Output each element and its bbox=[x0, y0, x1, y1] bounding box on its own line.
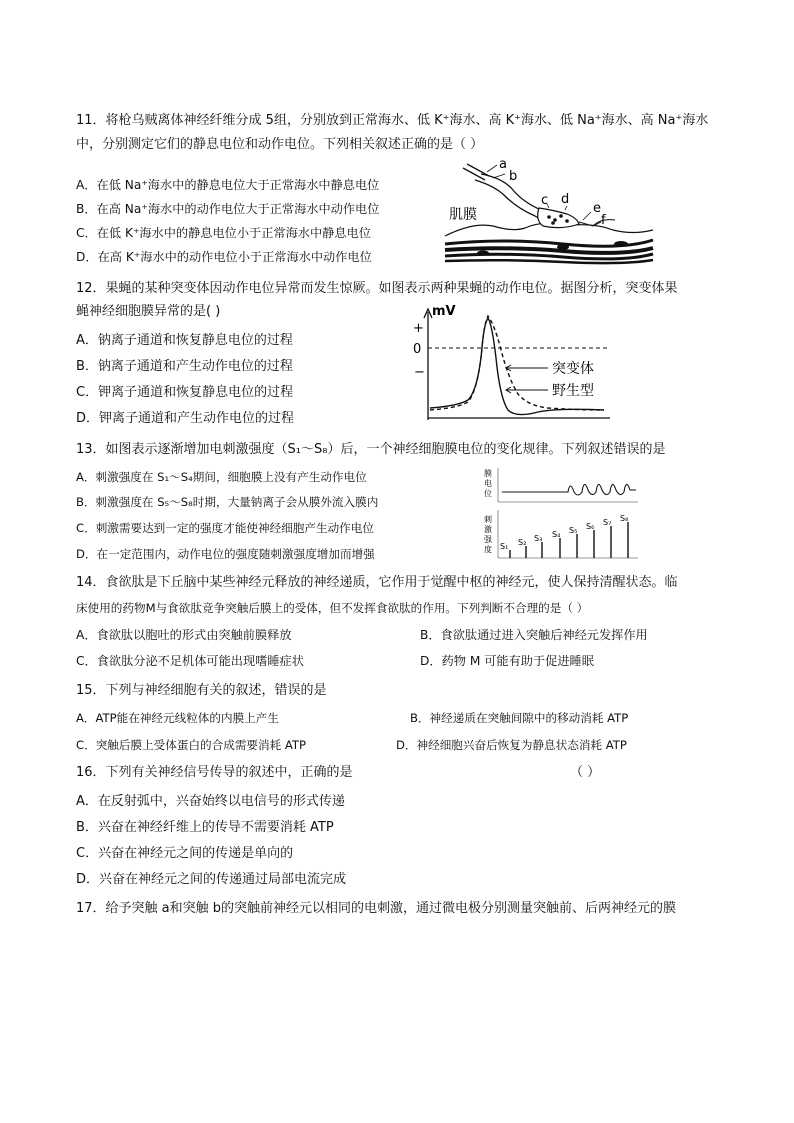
stimulus-label-s3: S₃ bbox=[534, 534, 543, 543]
wild-type-label: 野生型 bbox=[552, 383, 594, 399]
y-unit-label: mV bbox=[432, 304, 456, 319]
q16-stem-line1: 16．下列有关神经信号传导的叙述中，正确的是 bbox=[76, 765, 353, 780]
stimulus-label-s4: S₄ bbox=[552, 530, 561, 539]
q13-option-d: D．在一定范围内，动作电位的强度随刺激强度增加而增强 bbox=[76, 547, 375, 561]
figure-label-muscle-membrane: 肌膜 bbox=[449, 207, 477, 223]
q11-stem-line1: 11．将枪乌贼离体神经纤维分成 5组，分别放到正常海水、低 K⁺海水、高 K⁺海水、低 Na⁺海水、高 Na⁺海水 bbox=[76, 113, 709, 128]
q14-option-a: A．食欲肽以胞吐的形式由突触前膜释放 bbox=[76, 628, 292, 642]
stimulus-label-s1: S₁ bbox=[500, 542, 509, 551]
stimulus-label-s5: S₅ bbox=[569, 526, 578, 535]
q14-stem-line2: 床使用的药物M与食欲肽竞争突触后膜上的受体，但不发挥食欲肽的作用。下列判断不合理的是（ ） bbox=[76, 601, 589, 615]
y-minus-label: − bbox=[414, 365, 425, 380]
y-plus-label: + bbox=[413, 321, 424, 336]
q14-option-d: D．药物 M 可能有助于促进睡眠 bbox=[420, 654, 594, 668]
q15-option-d: D．神经细胞兴奋后恢复为静息状态消耗 ATP bbox=[396, 738, 627, 752]
mutant-label: 突变体 bbox=[552, 361, 594, 377]
q11-option-d: D．在高 K⁺海水中的动作电位小于正常海水中动作电位 bbox=[76, 250, 372, 264]
q12-stem-line1: 12．果蝇的某种突变体因动作电位异常而发生惊厥。如图表示两种果蝇的动作电位。据图分析，突变体果 bbox=[76, 281, 678, 296]
y-zero-label: 0 bbox=[413, 342, 422, 357]
stimulus-label-s2: S₂ bbox=[518, 538, 527, 547]
q13-option-c: C．刺激需要达到一定的强度才能使神经细胞产生动作电位 bbox=[76, 521, 374, 535]
q15-option-c: C．突触后膜上受体蛋白的合成需要消耗 ATP bbox=[76, 738, 306, 752]
q11-stem-line2: 中，分别测定它们的静息电位和动作电位。下列相关叙述正确的是（ ） bbox=[76, 137, 484, 152]
stimulus-label-s7: S₇ bbox=[603, 518, 612, 527]
q12-option-a: A．钠离子通道和恢复静息电位的过程 bbox=[76, 333, 293, 348]
axis-label-mo: 膜 bbox=[484, 469, 492, 478]
q13-stem-line1: 13．如图表示逐渐增加电刺激强度（S₁～S₈）后，一个神经细胞膜电位的变化规律。下列叙述错误的是 bbox=[76, 442, 666, 457]
q13-option-a: A．刺激强度在 S₁～S₄期间，细胞膜上没有产生动作电位 bbox=[76, 470, 367, 484]
q12-option-c: C．钾离子通道和恢复静息电位的过程 bbox=[76, 385, 294, 400]
q12-action-potential-figure bbox=[408, 298, 614, 426]
q15-stem-line1: 15．下列与神经细胞有关的叙述，错误的是 bbox=[76, 683, 327, 698]
q16-option-b: B．兴奋在神经纤维上的传导不需要消耗 ATP bbox=[76, 820, 334, 835]
q12-stem-line2: 蝇神经细胞膜异常的是( ) bbox=[76, 304, 221, 319]
figure-label-f: f bbox=[601, 213, 606, 228]
axis-label-ci: 刺 bbox=[484, 515, 492, 524]
q12-option-d: D．钾离子通道和产生动作电位的过程 bbox=[76, 411, 295, 426]
q12-option-b: B．钠离子通道和产生动作电位的过程 bbox=[76, 359, 293, 374]
figure-label-e: e bbox=[593, 201, 601, 216]
stimulus-label-s8: S₈ bbox=[620, 514, 629, 523]
q17-stem-line1: 17．给予突触 a和突触 b的突触前神经元以相同的电刺激，通过微电极分别测量突触前、后两神经元的膜 bbox=[76, 901, 677, 916]
axis-label-qiang: 强 bbox=[484, 535, 492, 544]
axis-label-dian: 电 bbox=[484, 479, 492, 488]
axis-label-du: 度 bbox=[484, 545, 492, 554]
q11-option-c: C．在低 K⁺海水中的静息电位小于正常海水中静息电位 bbox=[76, 226, 371, 240]
figure-label-d: d bbox=[561, 192, 570, 207]
q16-answer-paren: （ ） bbox=[570, 765, 601, 780]
q14-option-c: C．食欲肽分泌不足机体可能出现嗜睡症状 bbox=[76, 654, 304, 668]
q14-stem-line1: 14．食欲肽是下丘脑中某些神经元释放的神经递质，它作用于觉醒中枢的神经元，使人保持清醒状态。临 bbox=[76, 575, 678, 590]
membrane-potential-trace bbox=[502, 484, 636, 495]
stimulus-label-s6: S₆ bbox=[586, 522, 595, 531]
q16-option-a: A．在反射弧中，兴奋始终以电信号的形式传递 bbox=[76, 794, 345, 809]
q15-option-a: A．ATP能在神经元线粒体的内膜上产生 bbox=[76, 711, 279, 725]
q13-option-b: B．刺激强度在 S₅～S₈时期，大量钠离子会从膜外流入膜内 bbox=[76, 495, 379, 509]
q16-option-d: D．兴奋在神经元之间的传递通过局部电流完成 bbox=[76, 872, 347, 887]
q16-option-c: C．兴奋在神经元之间的传递是单向的 bbox=[76, 846, 294, 861]
figure-label-c: c bbox=[541, 193, 549, 208]
axis-label-wei: 位 bbox=[484, 489, 492, 498]
q15-option-b: B．神经递质在突触间隙中的移动消耗 ATP bbox=[410, 711, 629, 725]
figure-label-a: a bbox=[499, 160, 507, 172]
figure-label-b: b bbox=[509, 169, 518, 184]
q14-option-b: B．食欲肽通过进入突触后神经元发挥作用 bbox=[420, 628, 648, 642]
q11-option-a: A．在低 Na⁺海水中的静息电位大于正常海水中静息电位 bbox=[76, 178, 380, 192]
q11-nerve-muscle-figure bbox=[443, 160, 655, 268]
q11-option-b: B．在高 Na⁺海水中的动作电位大于正常海水中动作电位 bbox=[76, 202, 380, 216]
q13-stimulus-figure bbox=[480, 464, 642, 562]
axis-label-ji: 激 bbox=[484, 525, 492, 534]
